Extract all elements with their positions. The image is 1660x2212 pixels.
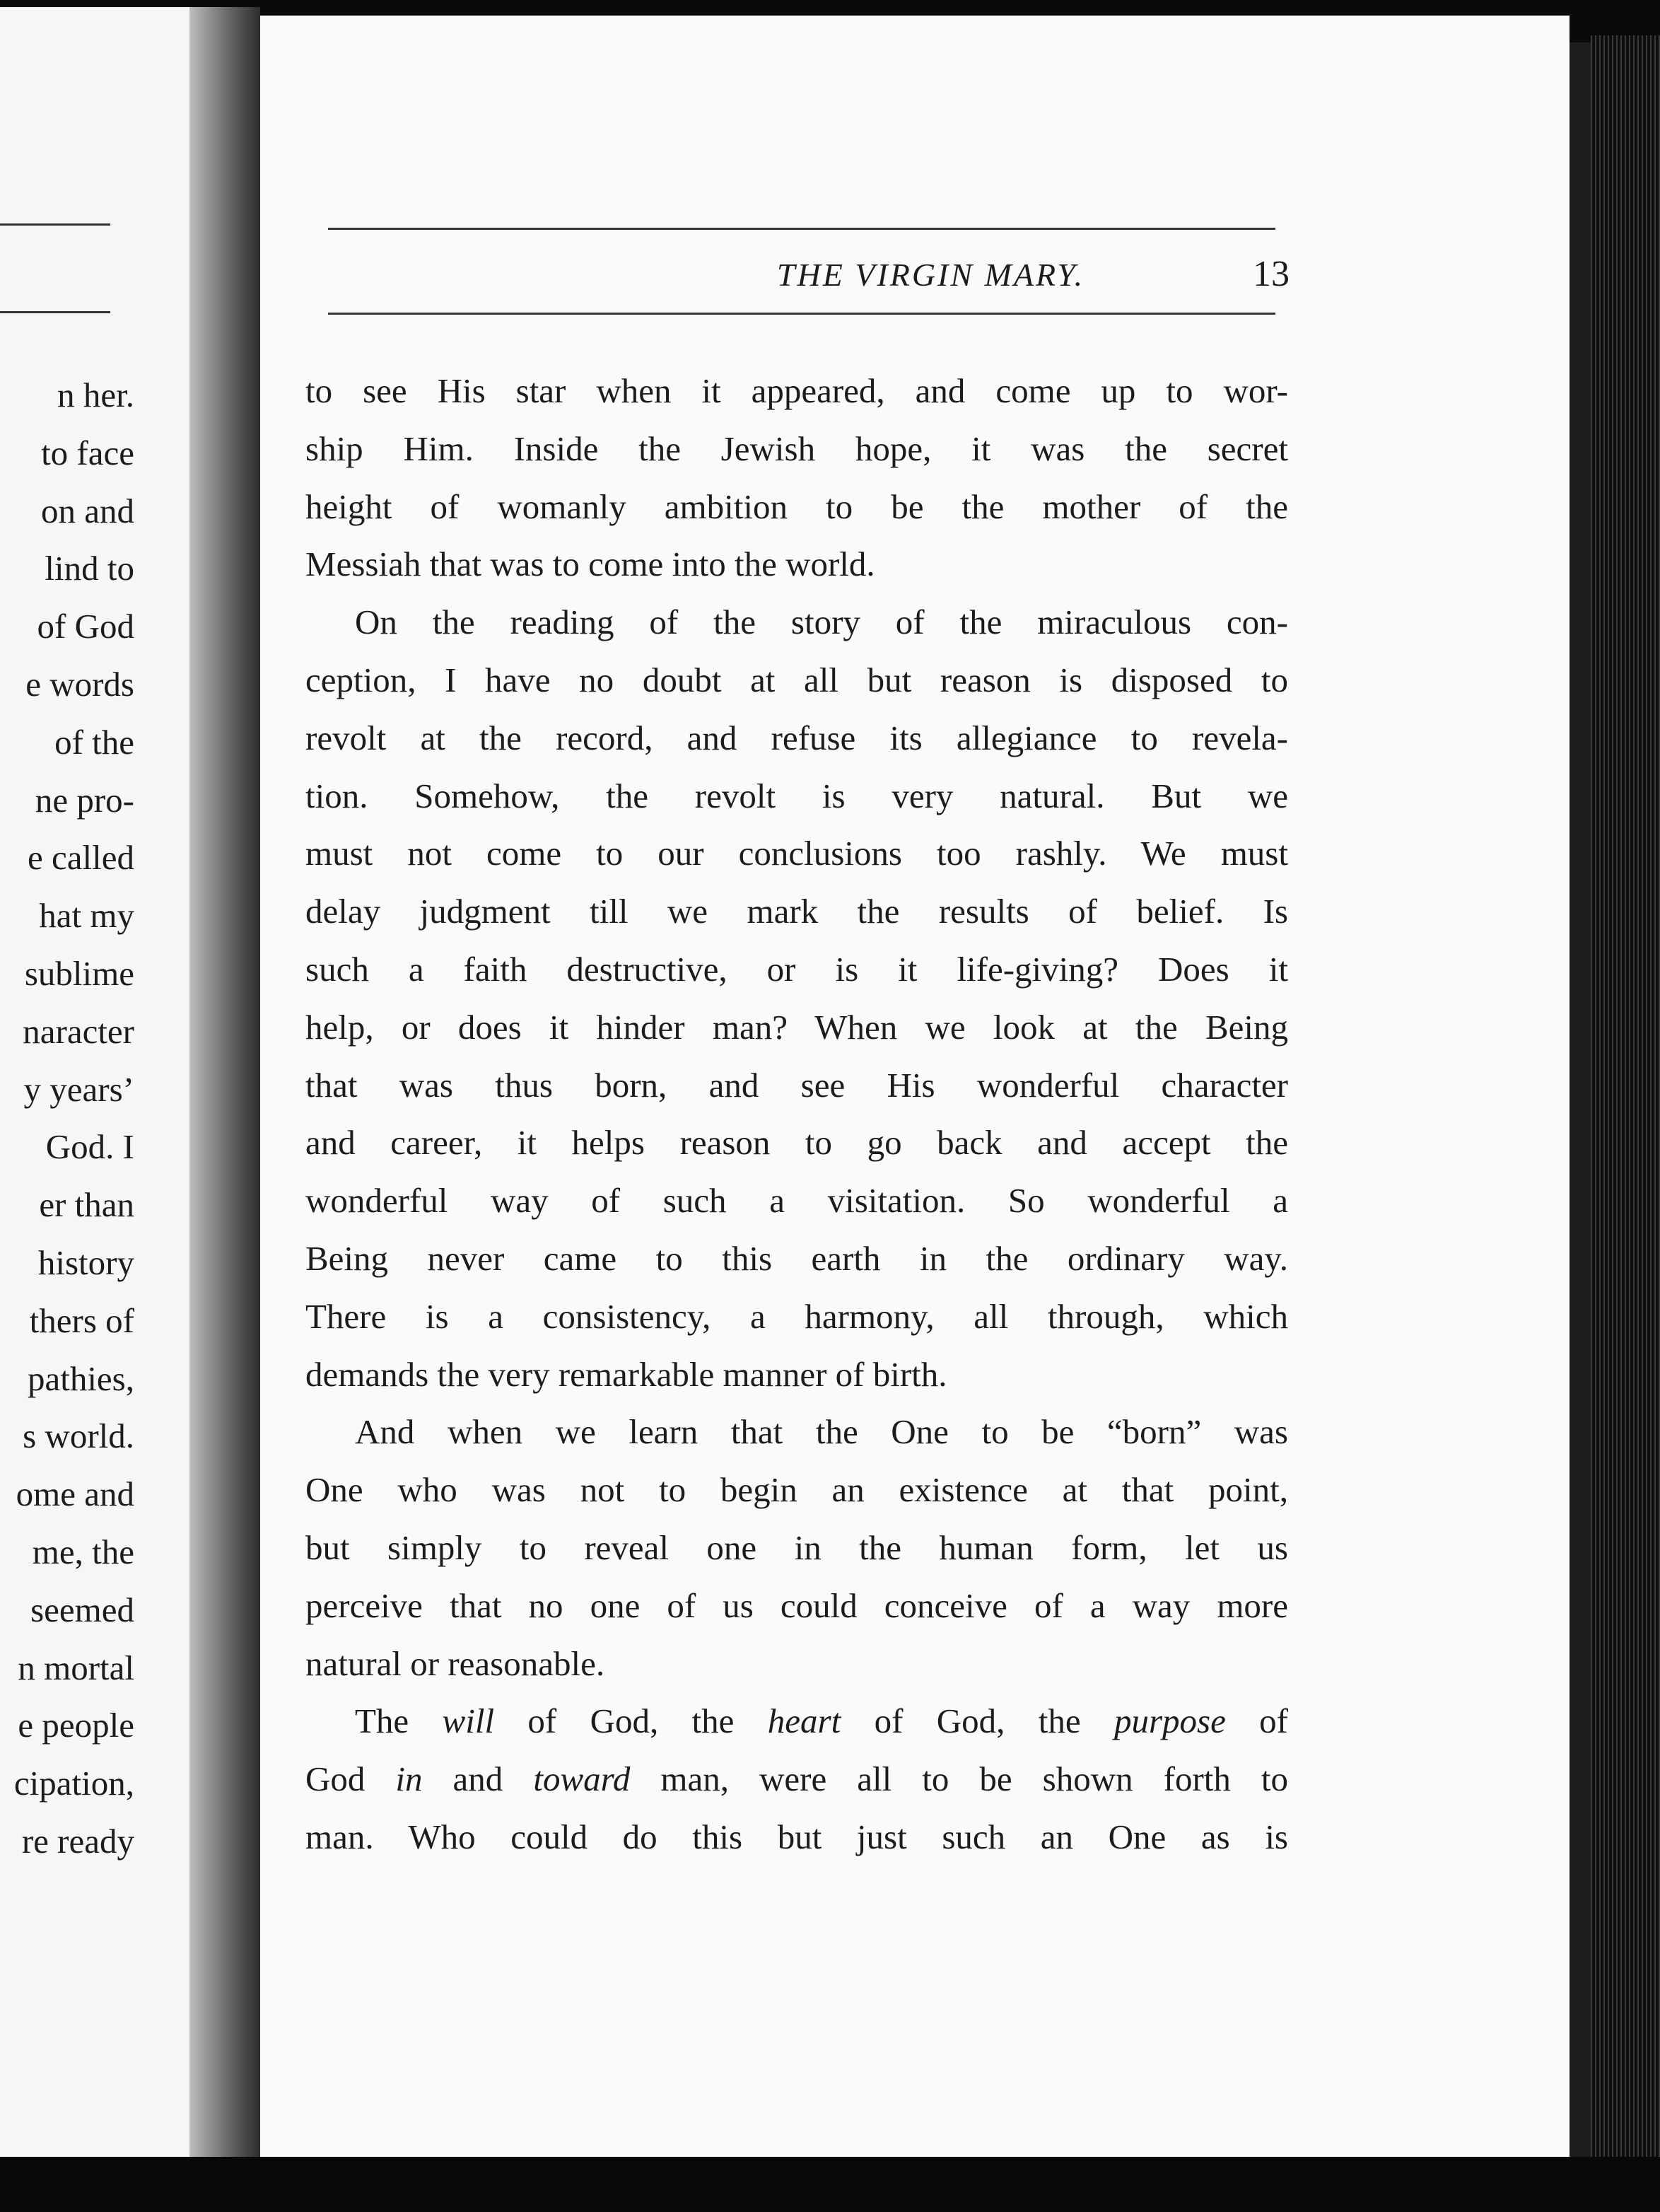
text-line: must not come to our conclusions too rashly. We must: [305, 834, 1288, 873]
facing-line: re ready: [21, 1821, 134, 1861]
text-line: such a faith destructive, or is it life-giving? Does it: [305, 949, 1288, 989]
text-run: The: [355, 1701, 443, 1741]
text-line: tion. Somehow, the revolt is very natural. But we: [305, 776, 1288, 815]
text-run: God: [305, 1759, 396, 1799]
facing-line: God. I: [45, 1127, 134, 1167]
text-line: but simply to reveal one in the human form, let us: [305, 1527, 1288, 1567]
text-run: of God, the: [841, 1701, 1114, 1741]
facing-line: ne pro-: [35, 780, 134, 820]
facing-line: y years’: [23, 1069, 134, 1109]
facing-line: er than: [39, 1185, 134, 1225]
facing-page: [0, 7, 189, 2157]
text-line: delay judgment till we mark the results of belief. Is: [305, 892, 1288, 931]
running-title: THE VIRGIN MARY.: [776, 257, 1085, 293]
text-run: of God, the: [494, 1701, 768, 1741]
facing-line: of the: [54, 722, 134, 762]
facing-line: e called: [28, 838, 134, 878]
header-bottom-rule: [328, 313, 1275, 315]
text-line: ship Him. Inside the Jewish hope, it was the secret: [305, 429, 1288, 468]
text-line: perceive that no one of us could conceive of a way more: [305, 1585, 1288, 1625]
facing-page-top-rule: [0, 223, 110, 226]
facing-line: lind to: [45, 549, 134, 588]
italic-word: will: [442, 1701, 495, 1741]
text-line: natural or reasonable.: [305, 1643, 605, 1683]
facing-line: thers of: [29, 1300, 134, 1340]
text-line: And when we learn that the One to be “born” was: [355, 1412, 1288, 1452]
text-line: and career, it helps reason to go back and accept the: [305, 1123, 1288, 1163]
facing-line: n her.: [57, 376, 134, 414]
facing-line: e people: [18, 1706, 134, 1745]
text-line: demands the very remarkable manner of birth.: [305, 1354, 947, 1394]
facing-line: cipation,: [13, 1764, 134, 1803]
text-line: [305, 1692, 1288, 1750]
text-line: Being never came to this earth in the ordinary way.: [305, 1238, 1288, 1278]
facing-page-header-rule: [0, 311, 110, 313]
text-line: revolt at the record, and refuse its allegiance to revela-: [305, 718, 1288, 757]
text-line: to see His star when it appeared, and come up to wor-: [305, 371, 1288, 410]
page-number: 13: [1253, 254, 1290, 294]
facing-line: n mortal: [18, 1648, 134, 1687]
text-line: height of womanly ambition to be the mother of the: [305, 487, 1288, 526]
page-edge: [1570, 42, 1591, 2164]
facing-line: hat my: [39, 896, 134, 936]
text-line: man. Who could do this but just such an One as is: [305, 1817, 1288, 1856]
book-page-edges: [1591, 35, 1660, 2178]
text-run: man, were all to be shown forth to: [630, 1759, 1289, 1799]
text-run: of: [1225, 1701, 1288, 1741]
book-gutter-shadow: [189, 7, 260, 2157]
text-line: help, or does it hinder man? When we look at the Being: [305, 1007, 1288, 1047]
facing-line: seemed: [30, 1590, 134, 1629]
facing-line: on and: [41, 491, 134, 530]
italic-word: in: [395, 1759, 423, 1799]
text-line: ception, I have no doubt at all but reason is disposed to: [305, 660, 1288, 699]
text-line: Messiah that was to come into the world.: [305, 545, 875, 584]
header-top-rule: [328, 228, 1275, 230]
text-run: and: [422, 1759, 534, 1799]
body-text: [305, 362, 1288, 1866]
italic-word: purpose: [1114, 1701, 1226, 1741]
book-page: [260, 16, 1570, 2162]
text-line: There is a consistency, a harmony, all through, which: [305, 1296, 1288, 1336]
text-line: [305, 1750, 1288, 1808]
italic-word: toward: [533, 1759, 631, 1799]
text-line: One who was not to begin an existence at that point,: [305, 1470, 1288, 1510]
text-line: that was thus born, and see His wonderful character: [305, 1065, 1288, 1105]
scan-background: [0, 2157, 1660, 2212]
facing-line: ome and: [16, 1474, 134, 1514]
facing-line: naracter: [23, 1011, 134, 1051]
facing-line: to face: [41, 433, 134, 472]
facing-line: history: [37, 1242, 134, 1282]
italic-word: heart: [767, 1701, 841, 1741]
facing-line: s world.: [23, 1416, 134, 1456]
facing-line: of God: [37, 607, 134, 646]
facing-line: me, the: [32, 1532, 134, 1571]
facing-page-text: [14, 366, 134, 1870]
text-line: On the reading of the story of the miraculous con-: [355, 603, 1288, 642]
text-line: wonderful way of such a visitation. So wonderful a: [305, 1181, 1288, 1221]
facing-line: sublime: [24, 953, 134, 993]
facing-line: e words: [25, 664, 134, 704]
facing-line: pathies,: [27, 1358, 134, 1398]
